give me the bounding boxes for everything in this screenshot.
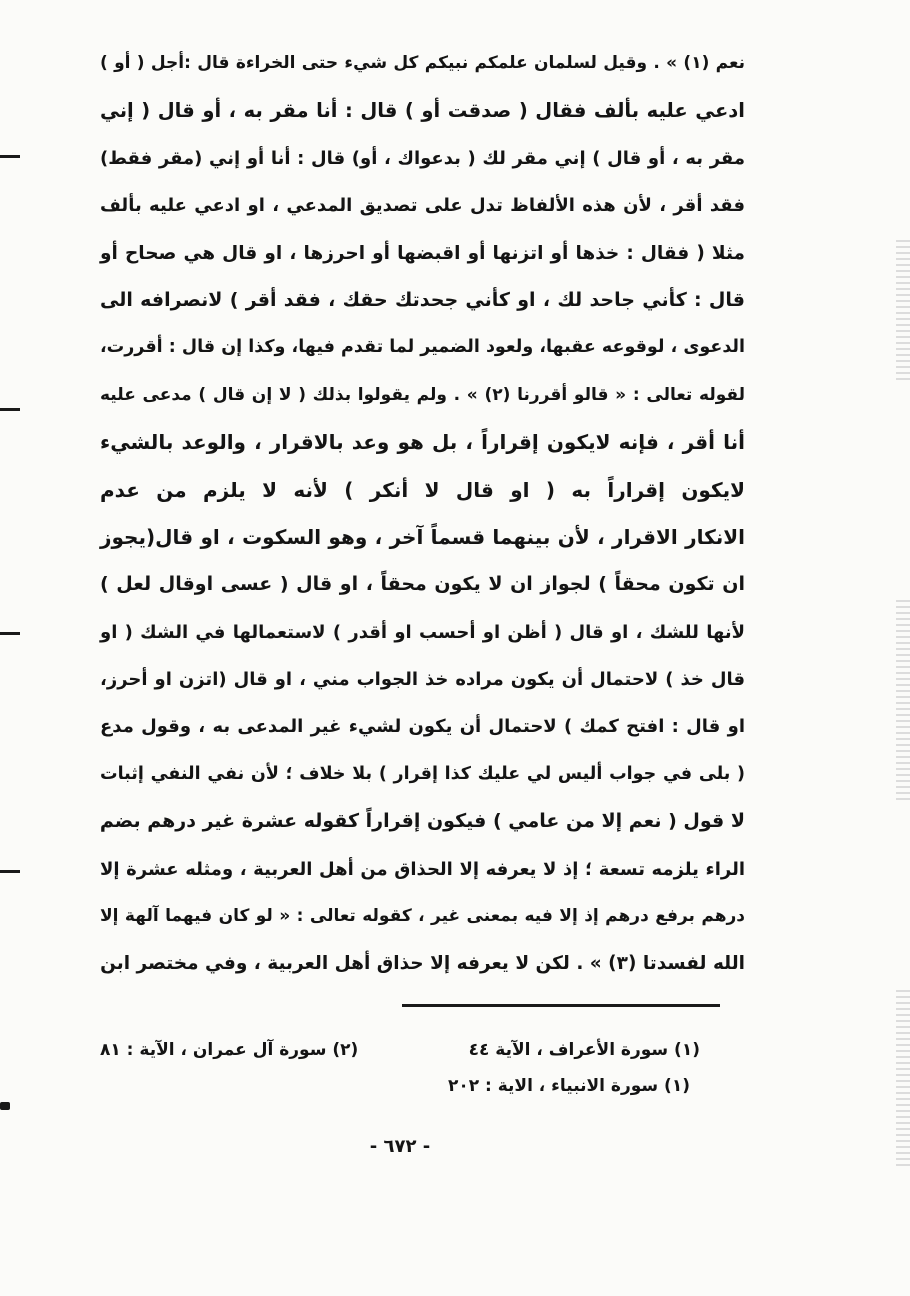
margin-mark (0, 408, 20, 411)
margin-mark (0, 870, 20, 873)
scan-edge-noise (896, 990, 910, 1170)
text-line: مقر به ، أو قال ) إني مقر لك ( بدعواك ، أو) قال : أنا أو إني (مقر فقط) (100, 147, 745, 169)
text-line: قال خذ ) لاحتمال أن يكون مراده خذ الجواب مني ، او قال (اتزن او أحرز، (100, 669, 745, 691)
text-line: لقوله تعالى : « قالو أقررنا (٢) » . ولم يقولوا بذلك ( لا إن قال ) مدعى عليه (100, 384, 745, 405)
footnote-1: (١) سورة الأعراف ، الآية ٤٤ (468, 1040, 700, 1060)
margin-mark (0, 1102, 10, 1110)
text-line: او قال : افتح كمك ) لاحتمال أن يكون لشيء غير المدعى به ، وقول مدع (100, 716, 745, 738)
text-line: الانكار الاقرار ، لأن بينهما قسماً آخر ، وهو السكوت ، او قال(يجوز (100, 524, 745, 549)
text-line: لايكون إقراراً به ( او قال لا أنكر ) لأنه لا يلزم من عدم (100, 477, 745, 502)
text-line: نعم (١) » . وقيل لسلمان علمكم نبيكم كل شيء حتى الخراءة قال :أجل ( أو ) (100, 53, 745, 73)
text-line: ان تكون محقاً ) لجواز ان لا يكون محقاً ، او قال ( عسى اوقال لعل ) (100, 573, 745, 596)
text-line: الراء يلزمه تسعة ؛ إذ لا يعرفه إلا الحذاق من أهل العربية ، ومثله عشرة إلا (100, 858, 745, 880)
text-line: قال : كأني جاحد لك ، او كأني جحدتك حقك ، فقد أقر ) لانصرافه الى (100, 288, 745, 311)
text-line: مثلا ( فقال : خذها أو اتزنها أو اقبضها أو احرزها ، او قال هي صحاح أو (100, 242, 745, 264)
footnote-separator-rule (402, 1004, 720, 1007)
footnote-2: (٢) سورة آل عمران ، الآية : ٨١ (100, 1040, 359, 1060)
margin-mark (0, 632, 20, 635)
text-line: الله لفسدتا (٣) » . لكن لا يعرفه إلا حذاق أهل العربية ، وفي مختصر ابن (100, 953, 745, 975)
text-line: الدعوى ، لوقوعه عقبها، ولعود الضمير لما تقدم فيها، وكذا إن قال : أقررت، (100, 337, 745, 358)
text-line: ادعي عليه بألف فقال ( صدقت أو ) قال : أنا مقر به ، أو قال ( إني (100, 99, 745, 123)
footnotes (100, 1040, 700, 1106)
text-line: أنا أقر ، فإنه لايكون إقراراً ، بل هو وعد بالاقرار ، والوعد بالشيء (100, 430, 745, 455)
text-line: لأنها للشك ، او قال ( أظن او أحسب او أقدر ) لاستعمالها في الشك ( او (100, 621, 745, 643)
text-line: لا قول ( نعم إلا من عامي ) فيكون إقراراً كقوله عشرة غير درهم بضم (99, 810, 745, 833)
text-line: ( بلى في جواب أليس لي عليك كذا إقرار ) بلا خلاف ؛ لأن نفي النفي إثبات (100, 763, 745, 784)
footnote-3: (١) سورة الانبياء ، الاية : ٢٠٢ (447, 1076, 690, 1096)
page-number: - ٦٧٢ - (369, 1136, 431, 1157)
text-line: فقد أقر ، لأن هذه الألفاظ تدل على تصديق المدعي ، او ادعي عليه بألف (100, 195, 745, 217)
page-body-text (100, 40, 745, 988)
scan-edge-noise (896, 240, 910, 380)
margin-mark (0, 155, 20, 158)
footnote-row (100, 1040, 700, 1070)
text-line: درهم برفع درهم إذ إلا فيه بمعنى غير ، كقوله تعالى : « لو كان فيهما آلهة إلا (100, 906, 745, 927)
scan-edge-noise (896, 600, 910, 800)
